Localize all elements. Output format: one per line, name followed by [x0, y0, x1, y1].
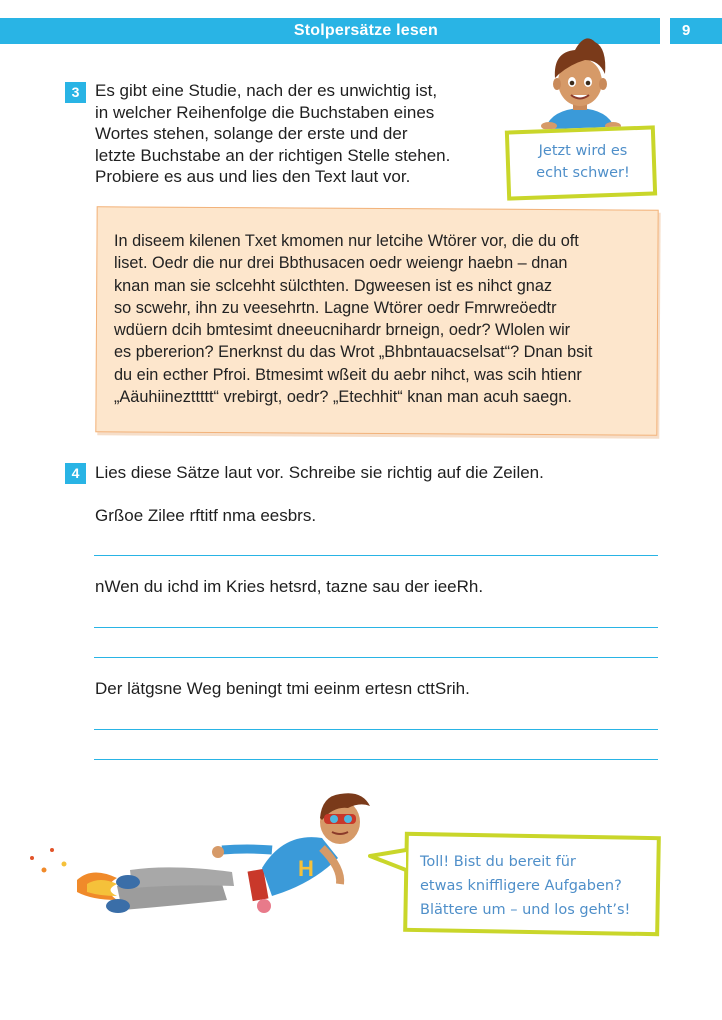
story-line: knan man sie sclcehht sülcthten. Dgweesen ist es nihct gnaz	[114, 276, 553, 295]
task-4-number: 4	[65, 463, 86, 484]
task-3-line: letzte Buchstabe an der richtigen Stelle stehen.	[95, 145, 451, 165]
scrambled-sentence-1: Grßoe Zilee rftitf nma eesbrs.	[95, 506, 317, 525]
bubble-line: echt schwer!	[536, 165, 630, 181]
boy-peeking-illustration	[535, 30, 625, 130]
speech-bubble-bottom-text	[420, 850, 656, 922]
story-line: so scwehr, ihn zu veesehrtn. Lagne Wtörer oedr Fmrwreöedtr	[114, 298, 557, 317]
page-title: Stolpersätze lesen	[293, 22, 438, 39]
speech-bubble-tail	[368, 848, 408, 872]
task-3-text	[95, 80, 495, 188]
bubble-line: Jetzt wird es	[538, 143, 628, 159]
story-line: wdüern dcih bmtesimt dneeucnihardr brneign, oedr? Wlolen wir	[114, 321, 571, 340]
task-3-line: Es gibt eine Studie, nach der es unwichtig ist,	[95, 81, 438, 100]
task-4-instruction: Lies diese Sätze laut vor. Schreibe sie richtig auf die Zeilen.	[95, 463, 544, 482]
speech-bubble-top-text	[522, 140, 644, 184]
bubble-line: etwas kniffligere Aufgaben?	[420, 878, 622, 894]
answer-line-1[interactable]	[94, 555, 658, 556]
answer-line-3[interactable]	[94, 657, 658, 658]
answer-line-5[interactable]	[94, 759, 658, 760]
task-3-line: in welcher Reihenfolge die Buchstaben eines	[95, 102, 435, 122]
story-line: du ein ecther Pfroi. Btmesimt wßeit du aebr nihct, was scih htienr	[114, 365, 582, 384]
answer-line-2[interactable]	[94, 627, 658, 628]
page-number: 9	[670, 18, 722, 44]
bubble-line: Blättere um – und los geht’s!	[420, 902, 631, 918]
story-line: es pbererion? Enerknst du das Wrot „Bhbntauacselsat“? Dnan bsit	[114, 343, 593, 362]
story-line: liset. Oedr die nur drei Bbthusacen oedr weiengr haebn – dnan	[114, 254, 568, 273]
scrambled-sentence-3: Der lätgsne Weg beningt tmi eeinm ertesn cttSrih.	[95, 679, 470, 698]
story-line: „Aäuhiinezttttt“ vrebirgt, oedr? „Etechhit“ knan man acuh saegn.	[114, 388, 572, 407]
flying-superhero-boy-illustration	[22, 788, 382, 938]
scrambled-sentence-2: nWen du ichd im Kries hetsrd, tazne sau der ieeRh.	[95, 577, 484, 596]
answer-line-4[interactable]	[94, 729, 658, 730]
scrambled-story-text	[114, 230, 644, 408]
story-line: In diseem kilenen Txet kmomen nur letcihe Wtörer vor, die du oft	[114, 232, 579, 250]
bubble-line: Toll! Bist du bereit für	[420, 854, 576, 870]
task-3-number: 3	[65, 82, 86, 103]
rocket-flame-icon	[30, 848, 117, 900]
task-3-line: Wortes stehen, solange der erste und der	[95, 124, 408, 143]
hero-letter: H	[298, 856, 314, 881]
task-3-line: Probiere es aus und lies den Text laut vor.	[95, 167, 411, 186]
